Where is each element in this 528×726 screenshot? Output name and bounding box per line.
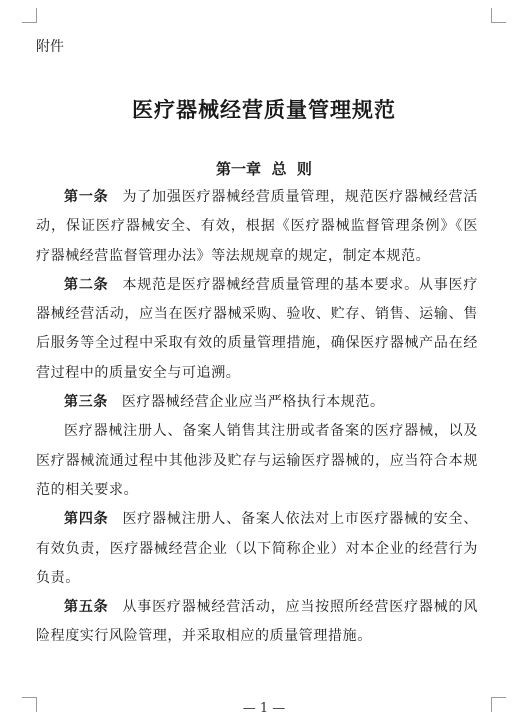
article-label: 第四条	[64, 511, 109, 528]
article-label: 第五条	[64, 599, 109, 616]
article-text: 为了加强医疗器械经营质量管理，规范医疗器械经营活动，保证医疗器械安全、有效，根据《医疗器械监督管理条例》《医疗器械经营监督管理办法》等法规规章的规定，制定本规范。	[36, 189, 478, 264]
article-text: 医疗器械注册人、备案人销售其注册或者备案的医疗器械，以及医疗器械流通过程中其他涉及贮存与运输医疗器械的，应当符合本规范的相关要求。	[36, 423, 478, 498]
article-paragraph	[36, 183, 478, 271]
article-text: 本规范是医疗器械经营质量管理的基本要求。从事医疗器械经营活动，应当在医疗器械采购、验收、贮存、销售、运输、售后服务等全过程中采取有效的质量管理措施，确保医疗器械产品在经营过程中的质量安全与可追溯。	[36, 276, 478, 381]
article-text: 医疗器械经营企业应当严格执行本规范。	[121, 394, 385, 411]
article-paragraph	[36, 593, 478, 652]
crop-mark-top-right	[491, 8, 506, 23]
article-paragraph	[36, 505, 478, 593]
chapter-title: 第一章 总 则	[216, 160, 312, 178]
article-text: 医疗器械注册人、备案人依法对上市医疗器械的安全、有效负责，医疗器械经营企业（以下简称企业）对本企业的经营行为负责。	[36, 511, 478, 586]
document-title: 医疗器械经营质量管理规范	[132, 98, 396, 122]
article-paragraph	[36, 271, 478, 388]
attachment-label: 附件	[36, 39, 64, 55]
article-label: 第一条	[64, 189, 109, 205]
document-body	[36, 183, 478, 652]
crop-mark-top-left	[22, 8, 37, 23]
article-label: 第三条	[64, 394, 108, 411]
article-label: 第二条	[64, 276, 109, 293]
article-text: 从事医疗器械经营活动，应当按照所经营医疗器械的风险程度实行风险管理，并采取相应的质量管理措施。	[36, 599, 478, 645]
page-number: — 1 —	[242, 701, 286, 716]
article-paragraph	[36, 388, 478, 417]
article-paragraph	[36, 417, 478, 505]
